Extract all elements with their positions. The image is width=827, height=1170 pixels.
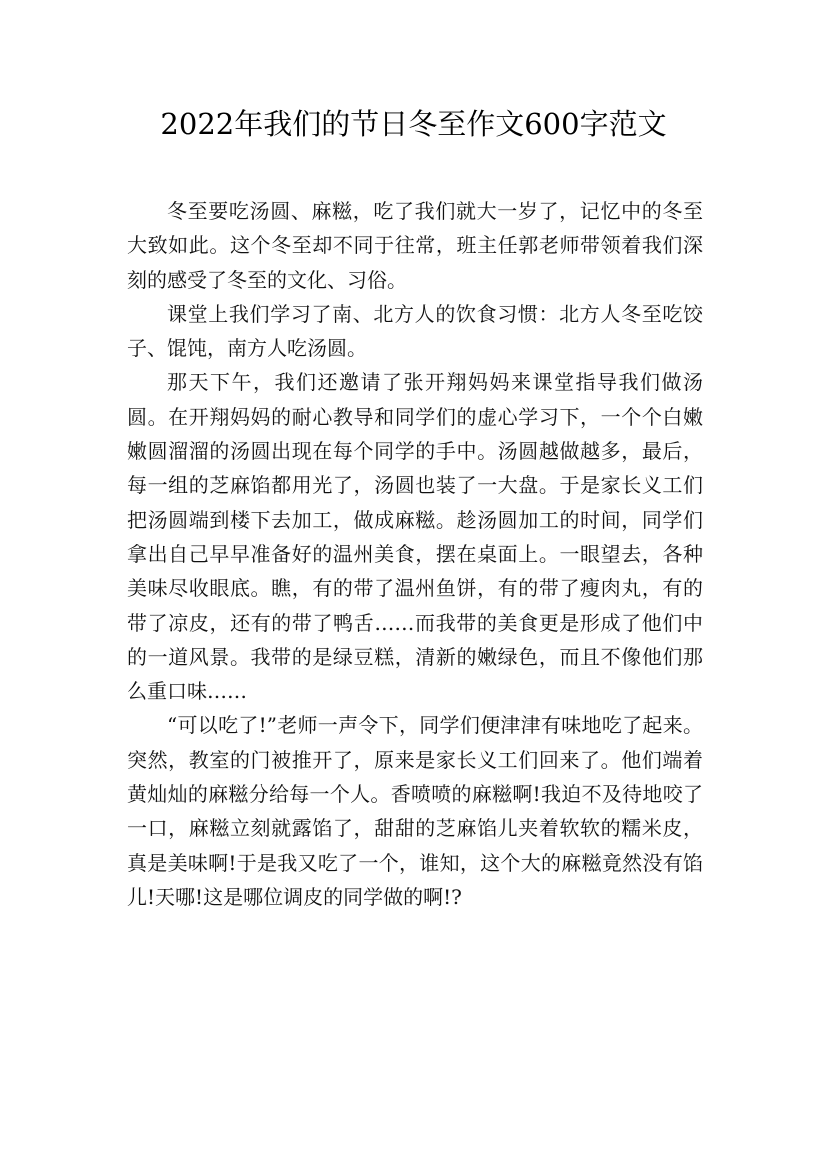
- document-title: 2022年我们的节日冬至作文600字范文: [160, 107, 667, 141]
- paragraph-4: “可以吃了!”老师一声令下，同学们便津津有味地吃了起来。突然，教室的门被推开了，原来是家长义工们回来了。他们端着黄灿灿的麻糍分给每一个人。香喷喷的麻糍啊!我迫不及待地咬了一口，麻糍立刻就露馅了，甜甜的芝麻馅儿夹着软软的糯米皮，真是美味啊!于是我又吃了一个，谁知，这个大的麻糍竟然没有馅儿!天哪!这是哪位调皮的同学做的啊!?: [127, 713, 703, 909]
- paragraph-1: 冬至要吃汤圆、麻糍，吃了我们就大一岁了，记忆中的冬至大致如此。这个冬至却不同于往常，班主任郭老师带领着我们深刻的感受了冬至的文化、习俗。: [127, 199, 703, 292]
- paragraph-3: 那天下午，我们还邀请了张开翔妈妈来课堂指导我们做汤圆。在开翔妈妈的耐心教导和同学们的虚心学习下，一个个白嫩嫩圆溜溜的汤圆出现在每个同学的手中。汤圆越做越多，最后，每一组的芝麻馅都用光了，汤圆也装了一大盘。于是家长义工们把汤圆端到楼下去加工，做成麻糍。趁汤圆加工的时间，同学们拿出自己早早准备好的温州美食，摆在桌面上。一眼望去，各种美味尽收眼底。瞧，有的带了温州鱼饼，有的带了瘦肉丸，有的带了凉皮，还有的带了鸭舌……而我带的美食更是形成了他们中的一道风景。我带的是绿豆糕，清新的嫩绿色，而且不像他们那么重口味……: [127, 370, 703, 704]
- paragraph-2: 课堂上我们学习了南、北方人的饮食习惯：北方人冬至吃饺子、馄饨，南方人吃汤圆。: [127, 301, 703, 361]
- document-body: [127, 194, 703, 914]
